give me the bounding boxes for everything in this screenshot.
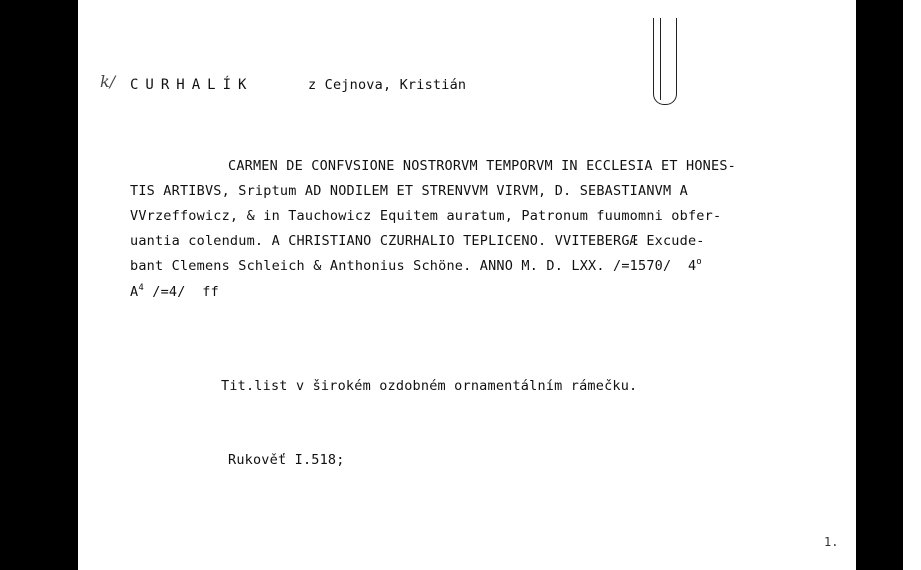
title-line-4: uantia colendum. A CHRISTIANO CZURHALIO TEPLICENO. VVITEBERGÆ Excude- [130, 233, 705, 249]
title-line-1: CARMEN DE CONFVSIONE NOSTRORVM TEMPORVM IN ECCLESIA ET HONES- [228, 158, 736, 174]
title-line-5 [130, 258, 702, 274]
author-name-rest: z Cejnova, Kristián [308, 77, 467, 93]
title-line-2: TIS ARTIBVS, Sriptum AD NODILEM ET STRENVVM VIRVM, D. SEBASTIANVM A [130, 183, 688, 199]
handwritten-mark: k/ [100, 72, 116, 91]
punch-hole-edge [660, 18, 661, 100]
title-line-5-text: bant Clemens Schleich & Anthonius Schöne. ANNO M. D. LXX. /=1570/ 4 [130, 258, 697, 274]
author-surname: CURHALÍK [130, 77, 254, 93]
catalog-card [78, 0, 856, 570]
title-line-3: VVrzeffowicz, & in Tauchowicz Equitem auratum, Patronum fuumomni obfer- [130, 208, 722, 224]
collation-line [130, 284, 219, 300]
card-number: 1. [824, 535, 839, 549]
collation-signature: A [130, 284, 139, 300]
punch-hole [653, 18, 677, 105]
right-edge-strip [903, 0, 921, 570]
collation-superscript: 4 [138, 283, 144, 293]
format-superscript: o [696, 257, 702, 267]
collation-rest: /=4/ ff [143, 284, 219, 300]
reference-citation: Rukověť I.518; [228, 452, 345, 468]
title-page-note: Tit.list v širokém ozdobném ornamentálním rámečku. [221, 378, 638, 394]
